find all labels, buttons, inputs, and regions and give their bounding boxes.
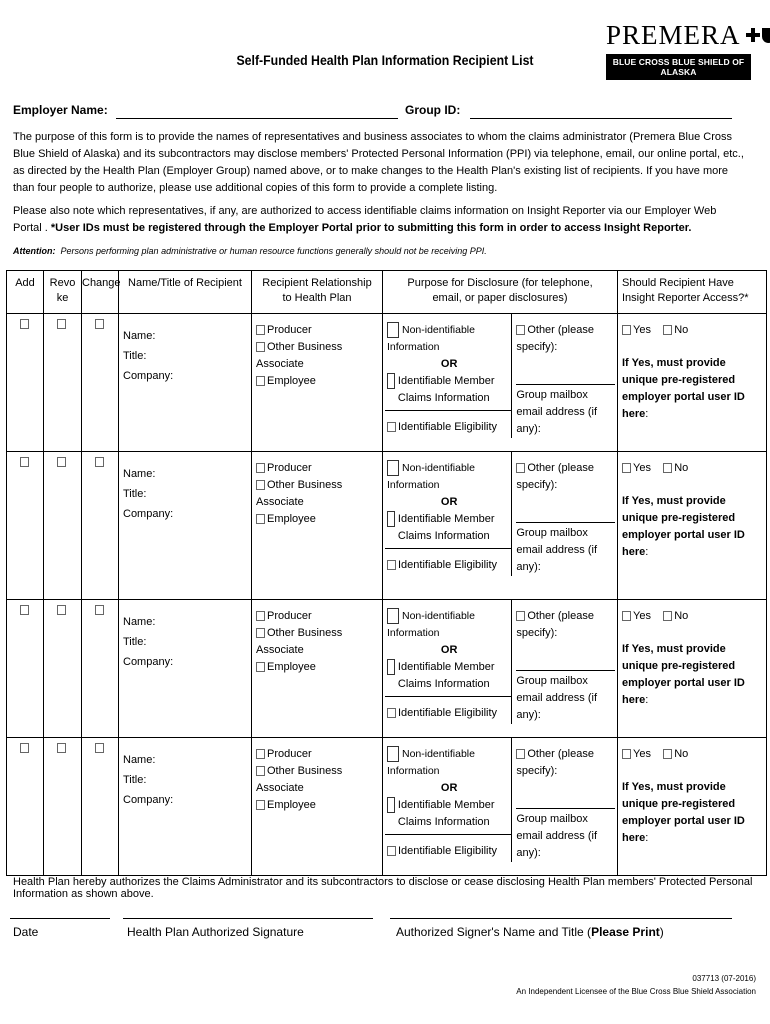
user-id-note: If Yes, must provide unique pre-registered employer portal user ID here xyxy=(622,495,745,558)
identifiable-eligibility-option[interactable] xyxy=(387,705,511,722)
non-identifiable-option[interactable] xyxy=(387,322,511,356)
employee-checkbox[interactable] xyxy=(256,800,265,810)
purpose-divider xyxy=(385,834,511,835)
employee-label: Employee xyxy=(267,375,316,387)
identifiable-eligibility-label: Identifiable Eligibility xyxy=(398,421,498,433)
revoke-checkbox-cell xyxy=(44,452,82,600)
no-checkbox[interactable] xyxy=(663,463,672,473)
no-checkbox[interactable] xyxy=(663,749,672,759)
other-option[interactable] xyxy=(516,460,615,494)
relationship-option[interactable] xyxy=(256,608,378,625)
other-ba-checkbox[interactable] xyxy=(256,342,265,352)
insight-note-text: Please also note which representatives, if any, are authorized to access identifiable claims information on Insight Reporter via our Employer Web Portal . xyxy=(13,205,717,234)
user-id-note: If Yes, must provide unique pre-registered employer portal user ID here xyxy=(622,781,745,844)
relationship-option[interactable] xyxy=(256,373,378,390)
other-option[interactable] xyxy=(516,322,615,356)
table-row xyxy=(7,314,767,452)
change-checkbox-cell xyxy=(82,738,119,876)
employee-checkbox[interactable] xyxy=(256,376,265,386)
relationship-option[interactable] xyxy=(256,659,378,676)
signer-label-close: ) xyxy=(659,925,664,939)
form-number: 037713 (07-2016) xyxy=(692,974,756,983)
title-label: Title: xyxy=(123,488,147,500)
change-checkbox[interactable] xyxy=(95,743,104,753)
producer-checkbox[interactable] xyxy=(256,611,265,621)
group-mailbox-label: Group mailbox email address (if any): xyxy=(516,527,598,573)
company-label: Company: xyxy=(123,508,174,520)
other-ba-checkbox[interactable] xyxy=(256,766,265,776)
licensee-note: An Independent Licensee of the Blue Cross Blue Shield Association xyxy=(516,987,756,996)
identifiable-eligibility-checkbox[interactable] xyxy=(387,708,396,718)
purpose-cell xyxy=(383,600,618,738)
purpose-divider xyxy=(385,548,511,549)
other-checkbox[interactable] xyxy=(516,463,525,473)
other-label: Other (please specify): xyxy=(516,748,594,777)
insight-cell xyxy=(618,314,767,452)
identifiable-claims-option[interactable] xyxy=(387,797,511,831)
employee-checkbox[interactable] xyxy=(256,662,265,672)
intro-paragraph: The purpose of this form is to provide the names of representatives and business associates to whom the claims administrator (Premera Blue Cross Blue Shield of Alaska) and its subcontractors may disclose members' Protected Personal Information (PPI) via telephone, email, our online portal, etc., as directed by the Health Plan (Employer Group) named above, or to make changes to the Health Plan's existing list of recipients. If you have more than four people to authorize, please use additional copies of this form to provide a complete listing. xyxy=(13,131,744,194)
signature-label: Health Plan Authorized Signature xyxy=(127,925,304,939)
recipient-table xyxy=(6,270,767,876)
revoke-checkbox-cell xyxy=(44,600,82,738)
change-checkbox-cell xyxy=(82,452,119,600)
group-id-field[interactable] xyxy=(470,118,732,119)
non-identifiable-checkbox[interactable] xyxy=(387,608,399,624)
producer-label: Producer xyxy=(267,324,312,336)
signer-label xyxy=(396,925,664,939)
revoke-checkbox[interactable] xyxy=(57,319,66,329)
relationship-cell xyxy=(252,738,383,876)
change-checkbox[interactable] xyxy=(95,605,104,615)
change-checkbox-cell xyxy=(82,600,119,738)
footer xyxy=(516,972,756,998)
relationship-option[interactable] xyxy=(256,322,378,339)
other-option[interactable] xyxy=(516,746,615,780)
no-checkbox[interactable] xyxy=(663,325,672,335)
non-identifiable-option[interactable] xyxy=(387,608,511,642)
identifiable-claims-label: Identifiable Member Claims Information xyxy=(397,799,495,828)
insight-note-bold: *User IDs must be registered through the Employer Portal prior to submitting this form in order to access Insight Reporter. xyxy=(50,222,692,234)
employer-name-label: Employer Name: xyxy=(13,103,108,117)
cross-icon xyxy=(746,28,760,42)
purpose-divider xyxy=(385,410,511,411)
identifiable-claims-checkbox[interactable] xyxy=(387,373,395,389)
other-checkbox[interactable] xyxy=(516,611,525,621)
non-identifiable-checkbox[interactable] xyxy=(387,746,399,762)
purpose-cell xyxy=(383,314,618,452)
title-label: Title: xyxy=(123,350,147,362)
other-ba-checkbox[interactable] xyxy=(256,628,265,638)
other-ba-label: Other Business Associate xyxy=(256,341,343,370)
other-specify-field[interactable] xyxy=(516,494,615,523)
revoke-checkbox[interactable] xyxy=(57,743,66,753)
identifiable-eligibility-label: Identifiable Eligibility xyxy=(398,707,498,719)
add-checkbox[interactable] xyxy=(20,605,29,615)
add-checkbox[interactable] xyxy=(20,319,29,329)
company-label: Company: xyxy=(123,794,174,806)
company-label: Company: xyxy=(123,370,174,382)
relationship-option[interactable] xyxy=(256,339,378,373)
identifiable-eligibility-label: Identifiable Eligibility xyxy=(398,845,498,857)
other-ba-label: Other Business Associate xyxy=(256,627,343,656)
insight-cell xyxy=(618,738,767,876)
employee-label: Employee xyxy=(267,661,316,673)
form-title: Self-Funded Health Plan Information Recipient List xyxy=(236,52,534,68)
revoke-checkbox-cell xyxy=(44,738,82,876)
non-identifiable-label: Non-identifiable Information xyxy=(387,462,475,491)
or-label: OR xyxy=(440,496,458,508)
title-label: Title: xyxy=(123,774,147,786)
revoke-checkbox[interactable] xyxy=(57,457,66,467)
non-identifiable-checkbox[interactable] xyxy=(387,322,399,338)
producer-checkbox[interactable] xyxy=(256,749,265,759)
non-identifiable-label: Non-identifiable Information xyxy=(387,324,475,353)
identifiable-claims-label: Identifiable Member Claims Information xyxy=(397,375,495,404)
group-id-label: Group ID: xyxy=(405,103,461,117)
user-id-note: If Yes, must provide unique pre-registered employer portal user ID here xyxy=(622,643,745,706)
user-id-colon: : xyxy=(645,832,649,844)
other-ba-checkbox[interactable] xyxy=(256,480,265,490)
identifiable-eligibility-label: Identifiable Eligibility xyxy=(398,559,498,571)
relationship-option[interactable] xyxy=(256,746,378,763)
relationship-option[interactable] xyxy=(256,511,378,528)
identifiable-eligibility-checkbox[interactable] xyxy=(387,422,396,432)
col-relationship: Recipient Relationship to Health Plan xyxy=(252,271,383,314)
yes-label: Yes xyxy=(633,324,651,336)
name-label: Name: xyxy=(123,754,156,766)
identifiable-eligibility-option[interactable] xyxy=(387,557,511,574)
recipient-cell[interactable] xyxy=(119,314,252,452)
or-label: OR xyxy=(440,358,458,370)
identifiable-claims-checkbox[interactable] xyxy=(387,797,395,813)
producer-checkbox[interactable] xyxy=(256,325,265,335)
employer-name-field[interactable] xyxy=(116,118,398,119)
non-identifiable-option[interactable] xyxy=(387,460,511,494)
col-change: Change xyxy=(82,271,119,314)
table-row xyxy=(7,452,767,600)
purpose-cell xyxy=(383,452,618,600)
other-label: Other (please specify): xyxy=(516,324,594,353)
no-label: No xyxy=(674,610,689,622)
other-specify-field[interactable] xyxy=(516,780,615,809)
user-id-note: If Yes, must provide unique pre-registered employer portal user ID here xyxy=(622,357,745,420)
relationship-cell xyxy=(252,600,383,738)
employee-label: Employee xyxy=(267,513,316,525)
table-row xyxy=(7,738,767,876)
recipient-cell[interactable] xyxy=(119,738,252,876)
producer-checkbox[interactable] xyxy=(256,463,265,473)
logo-bar: BLUE CROSS BLUE SHIELD OF ALASKA xyxy=(606,54,751,80)
name-label: Name: xyxy=(123,468,156,480)
user-id-colon: : xyxy=(645,694,649,706)
insight-cell xyxy=(618,452,767,600)
producer-label: Producer xyxy=(267,610,312,622)
relationship-option[interactable] xyxy=(256,625,378,659)
revoke-checkbox-cell xyxy=(44,314,82,452)
employee-label: Employee xyxy=(267,799,316,811)
shield-icon xyxy=(762,28,770,43)
add-checkbox[interactable] xyxy=(20,743,29,753)
relationship-option[interactable] xyxy=(256,763,378,797)
user-id-colon: : xyxy=(645,546,649,558)
identifiable-claims-checkbox[interactable] xyxy=(387,659,395,675)
identifiable-eligibility-checkbox[interactable] xyxy=(387,846,396,856)
other-ba-label: Other Business Associate xyxy=(256,765,343,794)
yes-checkbox[interactable] xyxy=(622,749,631,759)
user-id-colon: : xyxy=(645,408,649,420)
other-specify-field[interactable] xyxy=(516,356,615,385)
relationship-option[interactable] xyxy=(256,797,378,814)
yes-label: Yes xyxy=(633,748,651,760)
yes-checkbox[interactable] xyxy=(622,463,631,473)
relationship-option[interactable] xyxy=(256,460,378,477)
add-checkbox-cell xyxy=(7,738,44,876)
attention-text: Persons performing plan administrative or human resource functions generally should not be receiving PPI. xyxy=(60,246,487,256)
relationship-cell xyxy=(252,452,383,600)
authorization-text: Health Plan hereby authorizes the Claims Administrator and its subcontractors to disclose or cease disclosing Health Plan members' Protected Personal Information as shown above. xyxy=(13,876,753,900)
recipient-cell[interactable] xyxy=(119,452,252,600)
relationship-cell xyxy=(252,314,383,452)
signer-label-print: Please Print xyxy=(591,925,660,939)
company-label: Company: xyxy=(123,656,174,668)
identifiable-claims-option[interactable] xyxy=(387,511,511,545)
date-field[interactable] xyxy=(10,918,110,919)
relationship-option[interactable] xyxy=(256,477,378,511)
no-label: No xyxy=(674,462,689,474)
other-option[interactable] xyxy=(516,608,615,642)
other-ba-label: Other Business Associate xyxy=(256,479,343,508)
other-checkbox[interactable] xyxy=(516,749,525,759)
signer-label-text: Authorized Signer's Name and Title ( xyxy=(396,925,592,939)
employee-checkbox[interactable] xyxy=(256,514,265,524)
signature-field[interactable] xyxy=(123,918,373,919)
non-identifiable-checkbox[interactable] xyxy=(387,460,399,476)
change-checkbox-cell xyxy=(82,314,119,452)
no-checkbox[interactable] xyxy=(663,611,672,621)
table-row xyxy=(7,600,767,738)
identifiable-eligibility-option[interactable] xyxy=(387,419,511,436)
col-insight: Should Recipient Have Insight Reporter Access?* xyxy=(618,271,767,314)
change-checkbox[interactable] xyxy=(95,319,104,329)
date-label: Date xyxy=(13,925,39,939)
identifiable-claims-label: Identifiable Member Claims Information xyxy=(397,661,495,690)
signer-name-field[interactable] xyxy=(390,918,732,919)
non-identifiable-label: Non-identifiable Information xyxy=(387,610,475,639)
yes-checkbox[interactable] xyxy=(622,611,631,621)
identifiable-claims-checkbox[interactable] xyxy=(387,511,395,527)
producer-label: Producer xyxy=(267,748,312,760)
identifiable-eligibility-option[interactable] xyxy=(387,843,511,860)
identifiable-claims-option[interactable] xyxy=(387,373,511,407)
add-checkbox-cell xyxy=(7,452,44,600)
attention-note xyxy=(13,246,487,256)
col-add: Add xyxy=(7,271,44,314)
col-name-title: Name/Title of Recipient xyxy=(119,271,252,314)
group-mailbox-label: Group mailbox email address (if any): xyxy=(516,675,598,721)
group-mailbox-label: Group mailbox email address (if any): xyxy=(516,389,598,435)
attention-label: Attention: xyxy=(13,246,56,256)
add-checkbox-cell xyxy=(7,314,44,452)
title-label: Title: xyxy=(123,636,147,648)
non-identifiable-option[interactable] xyxy=(387,746,511,780)
yes-label: Yes xyxy=(633,610,651,622)
no-label: No xyxy=(674,324,689,336)
purpose-cell xyxy=(383,738,618,876)
name-label: Name: xyxy=(123,616,156,628)
or-label: OR xyxy=(440,782,458,794)
identifiable-eligibility-checkbox[interactable] xyxy=(387,560,396,570)
yes-label: Yes xyxy=(633,462,651,474)
insight-cell xyxy=(618,600,767,738)
or-label: OR xyxy=(440,644,458,656)
col-revoke: Revoke xyxy=(44,271,82,314)
name-label: Name: xyxy=(123,330,156,342)
revoke-checkbox[interactable] xyxy=(57,605,66,615)
logo-wordmark: PREMERA xyxy=(606,20,741,50)
col-purpose: Purpose for Disclosure (for telephone, email, or paper disclosures) xyxy=(383,271,618,314)
other-checkbox[interactable] xyxy=(516,325,525,335)
premera-logo xyxy=(606,20,751,80)
identifiable-claims-option[interactable] xyxy=(387,659,511,693)
change-checkbox[interactable] xyxy=(95,457,104,467)
add-checkbox-cell xyxy=(7,600,44,738)
identifiable-claims-label: Identifiable Member Claims Information xyxy=(397,513,495,542)
recipient-cell[interactable] xyxy=(119,600,252,738)
non-identifiable-label: Non-identifiable Information xyxy=(387,748,475,777)
other-label: Other (please specify): xyxy=(516,462,594,491)
purpose-divider xyxy=(385,696,511,697)
yes-checkbox[interactable] xyxy=(622,325,631,335)
other-label: Other (please specify): xyxy=(516,610,594,639)
no-label: No xyxy=(674,748,689,760)
other-specify-field[interactable] xyxy=(516,642,615,671)
insight-note xyxy=(13,203,748,237)
producer-label: Producer xyxy=(267,462,312,474)
add-checkbox[interactable] xyxy=(20,457,29,467)
group-mailbox-label: Group mailbox email address (if any): xyxy=(516,813,598,859)
